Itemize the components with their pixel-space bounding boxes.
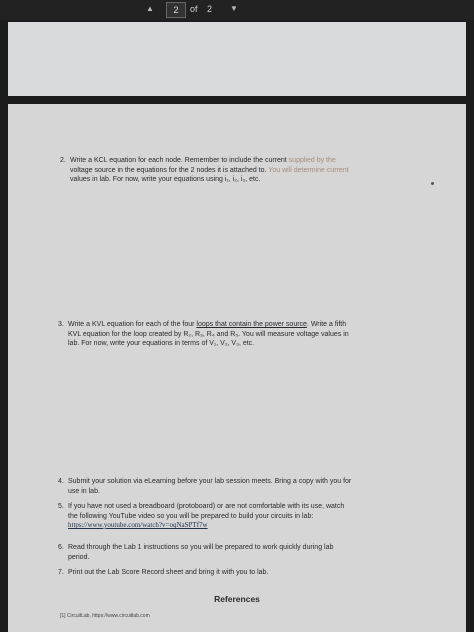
dust-speck bbox=[431, 182, 434, 185]
reference-entry: [1] CircuitLab, https://www.circuitlab.com bbox=[60, 613, 150, 619]
youtube-link[interactable]: https://www.youtube.com/watch?v=oqNaSPTf7w bbox=[68, 521, 208, 529]
page-number-input[interactable]: 2 bbox=[166, 2, 186, 18]
item-line: Write a KVL equation for each of the four loops that contain the power source. Write a fifth bbox=[68, 321, 347, 328]
page-total: 2 bbox=[207, 4, 213, 14]
viewer-toolbar bbox=[0, 0, 474, 20]
of-label: of bbox=[190, 4, 198, 14]
item-number: 5. bbox=[58, 503, 64, 510]
item-line: Write a KCL equation for each node. Remember to include the current supplied by the bbox=[70, 157, 336, 164]
item-number: 6. bbox=[58, 544, 64, 551]
item-line: Print out the Lab Score Record sheet and bring it with you to lab. bbox=[68, 569, 269, 576]
item-line: voltage source in the equations for the 2 nodes it is attached to. You will determine current bbox=[70, 166, 349, 174]
item-line: Read through the Lab 1 instructions so you will be prepared to work quickly during lab bbox=[68, 544, 334, 551]
item-number: 7. bbox=[58, 569, 64, 576]
list-item-2 bbox=[60, 156, 420, 186]
item-line: lab. For now, write your equations in terms of V₁, V₂, V₃, etc. bbox=[68, 340, 255, 347]
document-page bbox=[8, 104, 466, 632]
list-item-3 bbox=[58, 320, 428, 350]
item-line: Submit your solution via eLearning before your lab session meets. Bring a copy with you for bbox=[68, 478, 352, 485]
item-number: 3. bbox=[58, 321, 64, 328]
previous-page-bottom bbox=[8, 22, 466, 96]
item-line: KVL equation for the loop created by R₂, R₃, R₄ and R₅. You will measure voltage values in bbox=[68, 330, 349, 338]
item-line: If you have not used a breadboard (protoboard) or are not comfortable with its use, watch bbox=[68, 503, 345, 510]
next-page-icon[interactable]: ▼ bbox=[230, 4, 238, 13]
item-line: period. bbox=[68, 553, 90, 561]
item-line: the following YouTube video so you will be prepared to build your circuits in lab: bbox=[68, 512, 314, 520]
references-heading: References bbox=[214, 594, 260, 604]
item-number: 4. bbox=[58, 478, 64, 485]
item-number: 2. bbox=[60, 157, 66, 164]
item-line: values in lab. For now, write your equations using i₁, i₂, i₃, etc. bbox=[70, 176, 261, 183]
previous-page-icon[interactable]: ▲ bbox=[146, 4, 154, 13]
item-line: use in lab. bbox=[68, 487, 100, 495]
